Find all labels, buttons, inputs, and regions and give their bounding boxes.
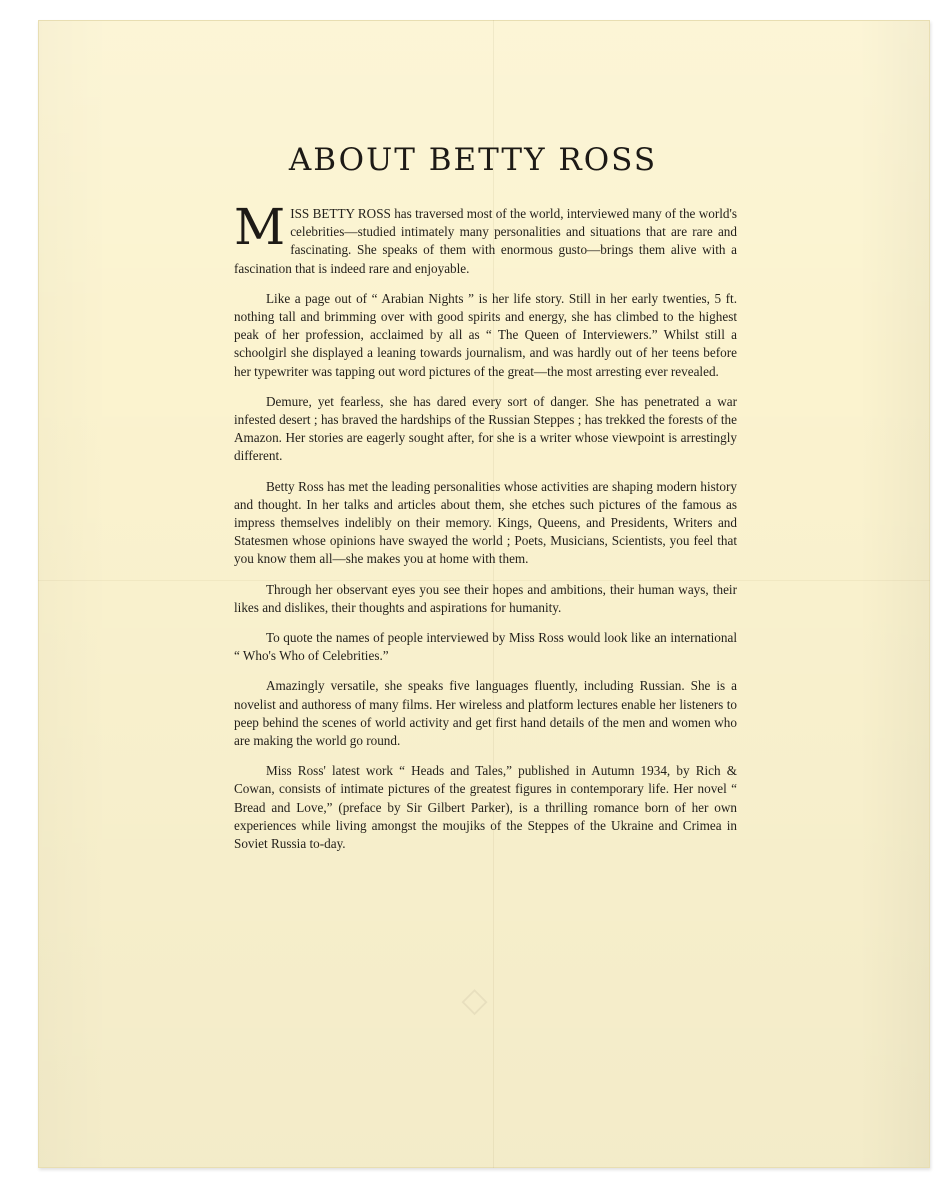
paragraph-latest-work: Miss Ross' latest work “ Heads and Tales,” published in Autumn 1934, by Rich & Cowan, consists of intimate pictures of the greatest figures in contemporary life. Her novel “ Bread and Love,” (preface by Sir Gilbert Parker), is a thrilling romance born of her own experiences while living amongst the moujiks of the Steppes of the Ukraine and Crimea in Soviet Russia to-day. (234, 763, 737, 852)
page-title: ABOUT BETTY ROSS (288, 142, 658, 178)
article-body (234, 198, 737, 865)
paragraph-text: ISS BETTY ROSS has traversed most of the world, interviewed many of the world's celebrities—studied intimately many personalities and situations that are rare and fascinating. She speaks of them with enormous gusto—brings them alive with a fascination that is indeed rare and enjoyable. (234, 206, 737, 276)
paragraph-observant-eyes: Through her observant eyes you see their hopes and ambitions, their human ways, their likes and dislikes, their thoughts and aspirations for humanity. (234, 581, 737, 615)
show-through-decoration: ◇ (458, 980, 488, 1020)
paragraph-life-story: Like a page out of “ Arabian Nights ” is her life story. Still in her early twenties, 5 ft. nothing tall and brimming over with good spirits and energy, she has climbed to the highest peak of her profession, acclaimed by all as “ The Queen of Interviewers.” Whilst still a schoolgirl she displayed a leaning towards journalism, and was hardly out of her teens before her typewriter was tapping out word pictures of the great—the most arresting ever revealed. (234, 290, 737, 379)
paragraph-danger: Demure, yet fearless, she has dared every sort of danger. She has penetrated a war infested desert ; has braved the hardships of the Russian Steppes ; has trekked the forests of the Amazon. Her stories are eagerly sought after, for she is a writer whose viewpoint is arrestingly different. (234, 393, 737, 464)
paragraph-versatile: Amazingly versatile, she speaks five languages fluently, including Russian. She is a novelist and authoress of many films. Her wireless and platform lectures enable her listeners to peep behind the scenes of world activity and get first hand details of the men and women who are making the world go round. (234, 678, 737, 749)
paragraph-intro (234, 198, 737, 278)
drop-cap: M (234, 198, 286, 256)
paragraph-whos-who: To quote the names of people interviewed by Miss Ross would look like an international “ Who's Who of Celebrities.” (234, 630, 737, 664)
paragraph-personalities: Betty Ross has met the leading personalities whose activities are shaping modern history and thought. In her talks and articles about them, she etches such pictures of the famous as impress themselves indelibly on their memory. Kings, Queens, and Presidents, Writers and Statesmen whose opinions have swayed the world ; Poets, Musicians, Scientists, you feel that you know them all—she makes you at home with them. (234, 478, 737, 567)
